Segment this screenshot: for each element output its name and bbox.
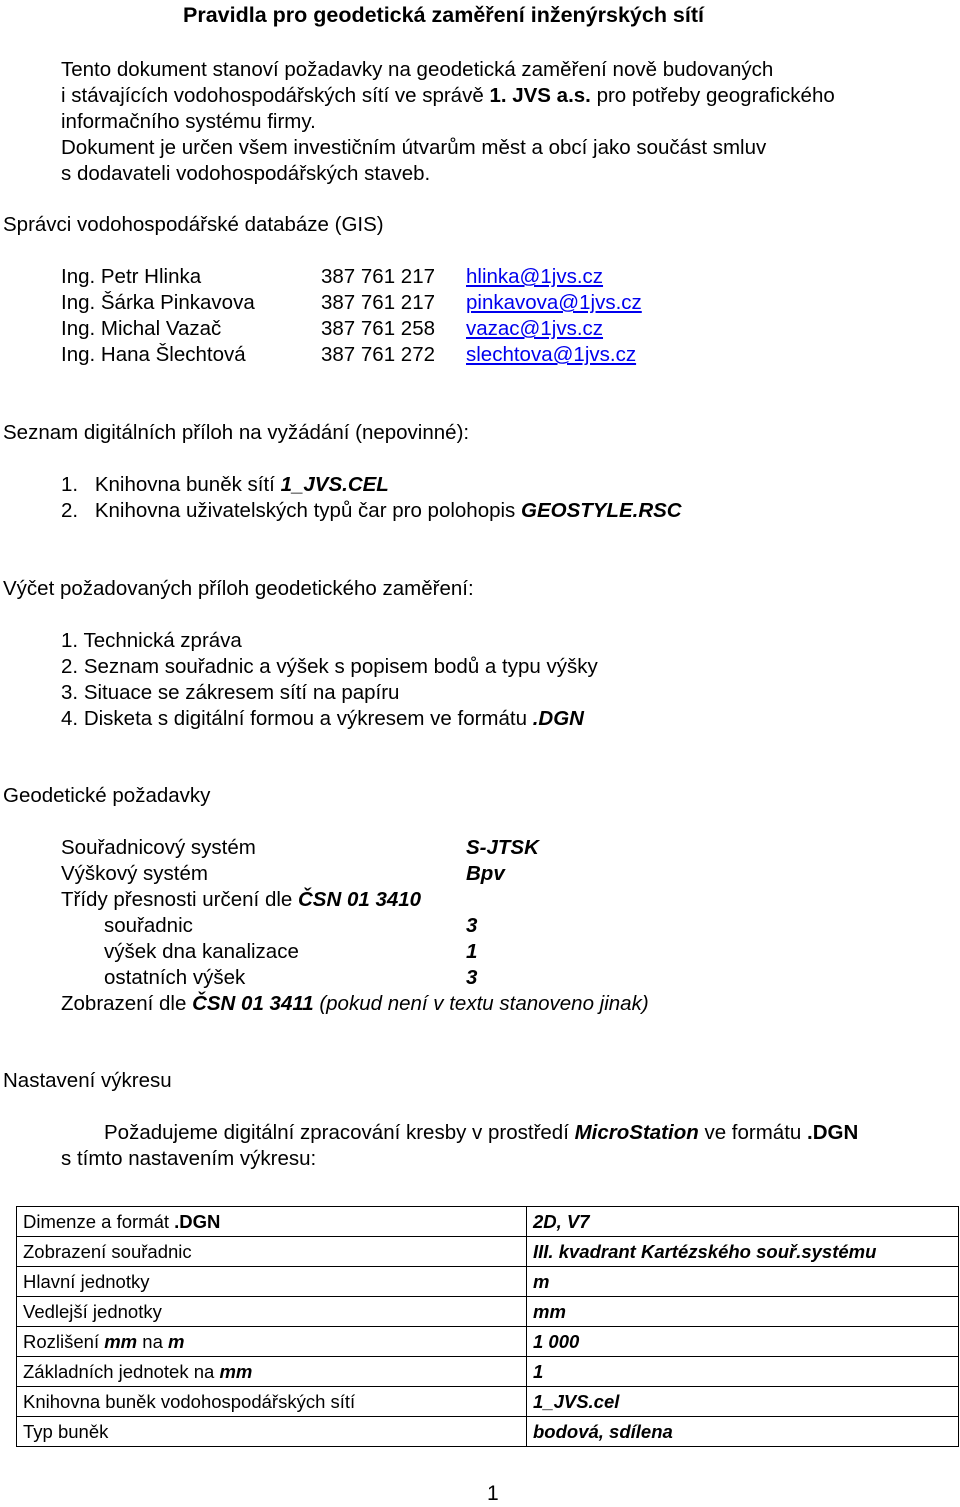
table-cell-value: 2D, V7 bbox=[527, 1207, 959, 1237]
admin-phone: 387 761 272 bbox=[321, 343, 436, 366]
table-row bbox=[17, 1357, 959, 1387]
table-cell-value: 1_JVS.cel bbox=[527, 1387, 959, 1417]
table-cell-label: Typ buněk bbox=[17, 1417, 527, 1447]
intro-line-4: Dokument je určen všem investičním útvarům měst a obcí jako součást smluv bbox=[61, 136, 767, 159]
intro-line-2: i stávajících vodohospodářských sítí ve správě 1. JVS a.s. pro potřeby geografického bbox=[61, 84, 835, 107]
table-cell-value: III. kvadrant Kartézského souř.systému bbox=[527, 1237, 959, 1267]
accuracy-sub-label: výšek dna kanalizace bbox=[104, 940, 299, 963]
accuracy-sub-label: souřadnic bbox=[104, 914, 193, 937]
admins-heading: Správci vodohospodářské databáze (GIS) bbox=[3, 213, 384, 236]
intro-line-3: informačního systému firmy. bbox=[61, 110, 316, 133]
intro-line-1: Tento dokument stanoví požadavky na geodetická zaměření nově budovaných bbox=[61, 58, 774, 81]
height-system-label: Výškový systém bbox=[61, 862, 208, 885]
table-cell-label: Vedlejší jednotky bbox=[17, 1297, 527, 1327]
table-cell-value: bodová, sdílena bbox=[527, 1417, 959, 1447]
list-item: 1. Knihovna buněk sítí 1_JVS.CEL bbox=[61, 473, 389, 496]
table-row bbox=[17, 1327, 959, 1357]
admin-phone: 387 761 217 bbox=[321, 291, 436, 314]
admin-phone: 387 761 258 bbox=[321, 317, 436, 340]
table-cell-label: Zobrazení souřadnic bbox=[17, 1237, 527, 1267]
drawing-heading: Nastavení výkresu bbox=[3, 1069, 172, 1092]
coord-system-value: S-JTSK bbox=[466, 836, 539, 859]
table-cell-value: m bbox=[527, 1267, 959, 1297]
height-system-value: Bpv bbox=[466, 862, 505, 885]
accuracy-sub-label: ostatních výšek bbox=[104, 966, 246, 989]
table-cell-label: Hlavní jednotky bbox=[17, 1267, 527, 1297]
table-row bbox=[17, 1417, 959, 1447]
intro-line-5: s dodavateli vodohospodářských staveb. bbox=[61, 162, 431, 185]
digital-heading: Seznam digitálních příloh na vyžádání (nepovinné): bbox=[3, 421, 470, 444]
accuracy-sub-value: 3 bbox=[466, 966, 478, 989]
required-heading: Výčet požadovaných příloh geodetického zaměření: bbox=[3, 577, 474, 600]
admin-email-link[interactable]: pinkavova@1jvs.cz bbox=[466, 291, 642, 314]
table-row bbox=[17, 1297, 959, 1327]
accuracy-sub-value: 3 bbox=[466, 914, 478, 937]
table-row bbox=[17, 1207, 959, 1237]
page-number: 1 bbox=[487, 1482, 499, 1505]
admin-name: Ing. Hana Šlechtová bbox=[61, 343, 246, 366]
settings-table bbox=[16, 1206, 959, 1447]
table-cell-label: Dimenze a formát .DGN bbox=[17, 1207, 527, 1237]
table-cell-value: mm bbox=[527, 1297, 959, 1327]
table-cell-value: 1 000 bbox=[527, 1327, 959, 1357]
table-cell-label: Rozlišení mm na m bbox=[17, 1327, 527, 1357]
drawing-paragraph-line-1: Požadujeme digitální zpracování kresby v prostředí MicroStation ve formátu .DGN bbox=[104, 1121, 859, 1144]
table-cell-label: Základních jednotek na mm bbox=[17, 1357, 527, 1387]
accuracy-classes-label: Třídy přesnosti určení dle ČSN 01 3410 bbox=[61, 888, 422, 911]
table-row bbox=[17, 1387, 959, 1417]
company-name: 1. JVS a.s. bbox=[489, 84, 591, 107]
table-cell-label: Knihovna buněk vodohospodářských sítí bbox=[17, 1387, 527, 1417]
accuracy-sub-value: 1 bbox=[466, 940, 478, 963]
table-row bbox=[17, 1267, 959, 1297]
list-item: 2. Knihovna uživatelských typů čar pro polohopis GEOSTYLE.RSC bbox=[61, 499, 682, 522]
table-row bbox=[17, 1237, 959, 1267]
admin-name: Ing. Michal Vazač bbox=[61, 317, 222, 340]
geo-heading: Geodetické požadavky bbox=[3, 784, 211, 807]
admin-name: Ing. Šárka Pinkavova bbox=[61, 291, 255, 314]
drawing-paragraph-line-2: s tímto nastavením výkresu: bbox=[61, 1147, 317, 1170]
list-item: 2. Seznam souřadnic a výšek s popisem bodů a typu výšky bbox=[61, 655, 598, 678]
page-title: Pravidla pro geodetická zaměření inženýrských sítí bbox=[183, 3, 704, 27]
display-line: Zobrazení dle ČSN 01 3411 (pokud není v textu stanoveno jinak) bbox=[61, 992, 649, 1015]
table-cell-value: 1 bbox=[527, 1357, 959, 1387]
list-item: 1. Technická zpráva bbox=[61, 629, 242, 652]
admin-email-link[interactable]: vazac@1jvs.cz bbox=[466, 317, 604, 340]
admin-name: Ing. Petr Hlinka bbox=[61, 265, 202, 288]
list-item: 4. Disketa s digitální formou a výkresem ve formátu .DGN bbox=[61, 707, 584, 730]
admin-email-link[interactable]: slechtova@1jvs.cz bbox=[466, 343, 637, 366]
list-item: 3. Situace se zákresem sítí na papíru bbox=[61, 681, 400, 704]
admin-phone: 387 761 217 bbox=[321, 265, 436, 288]
admin-email-link[interactable]: hlinka@1jvs.cz bbox=[466, 265, 604, 288]
coord-system-label: Souřadnicový systém bbox=[61, 836, 256, 859]
